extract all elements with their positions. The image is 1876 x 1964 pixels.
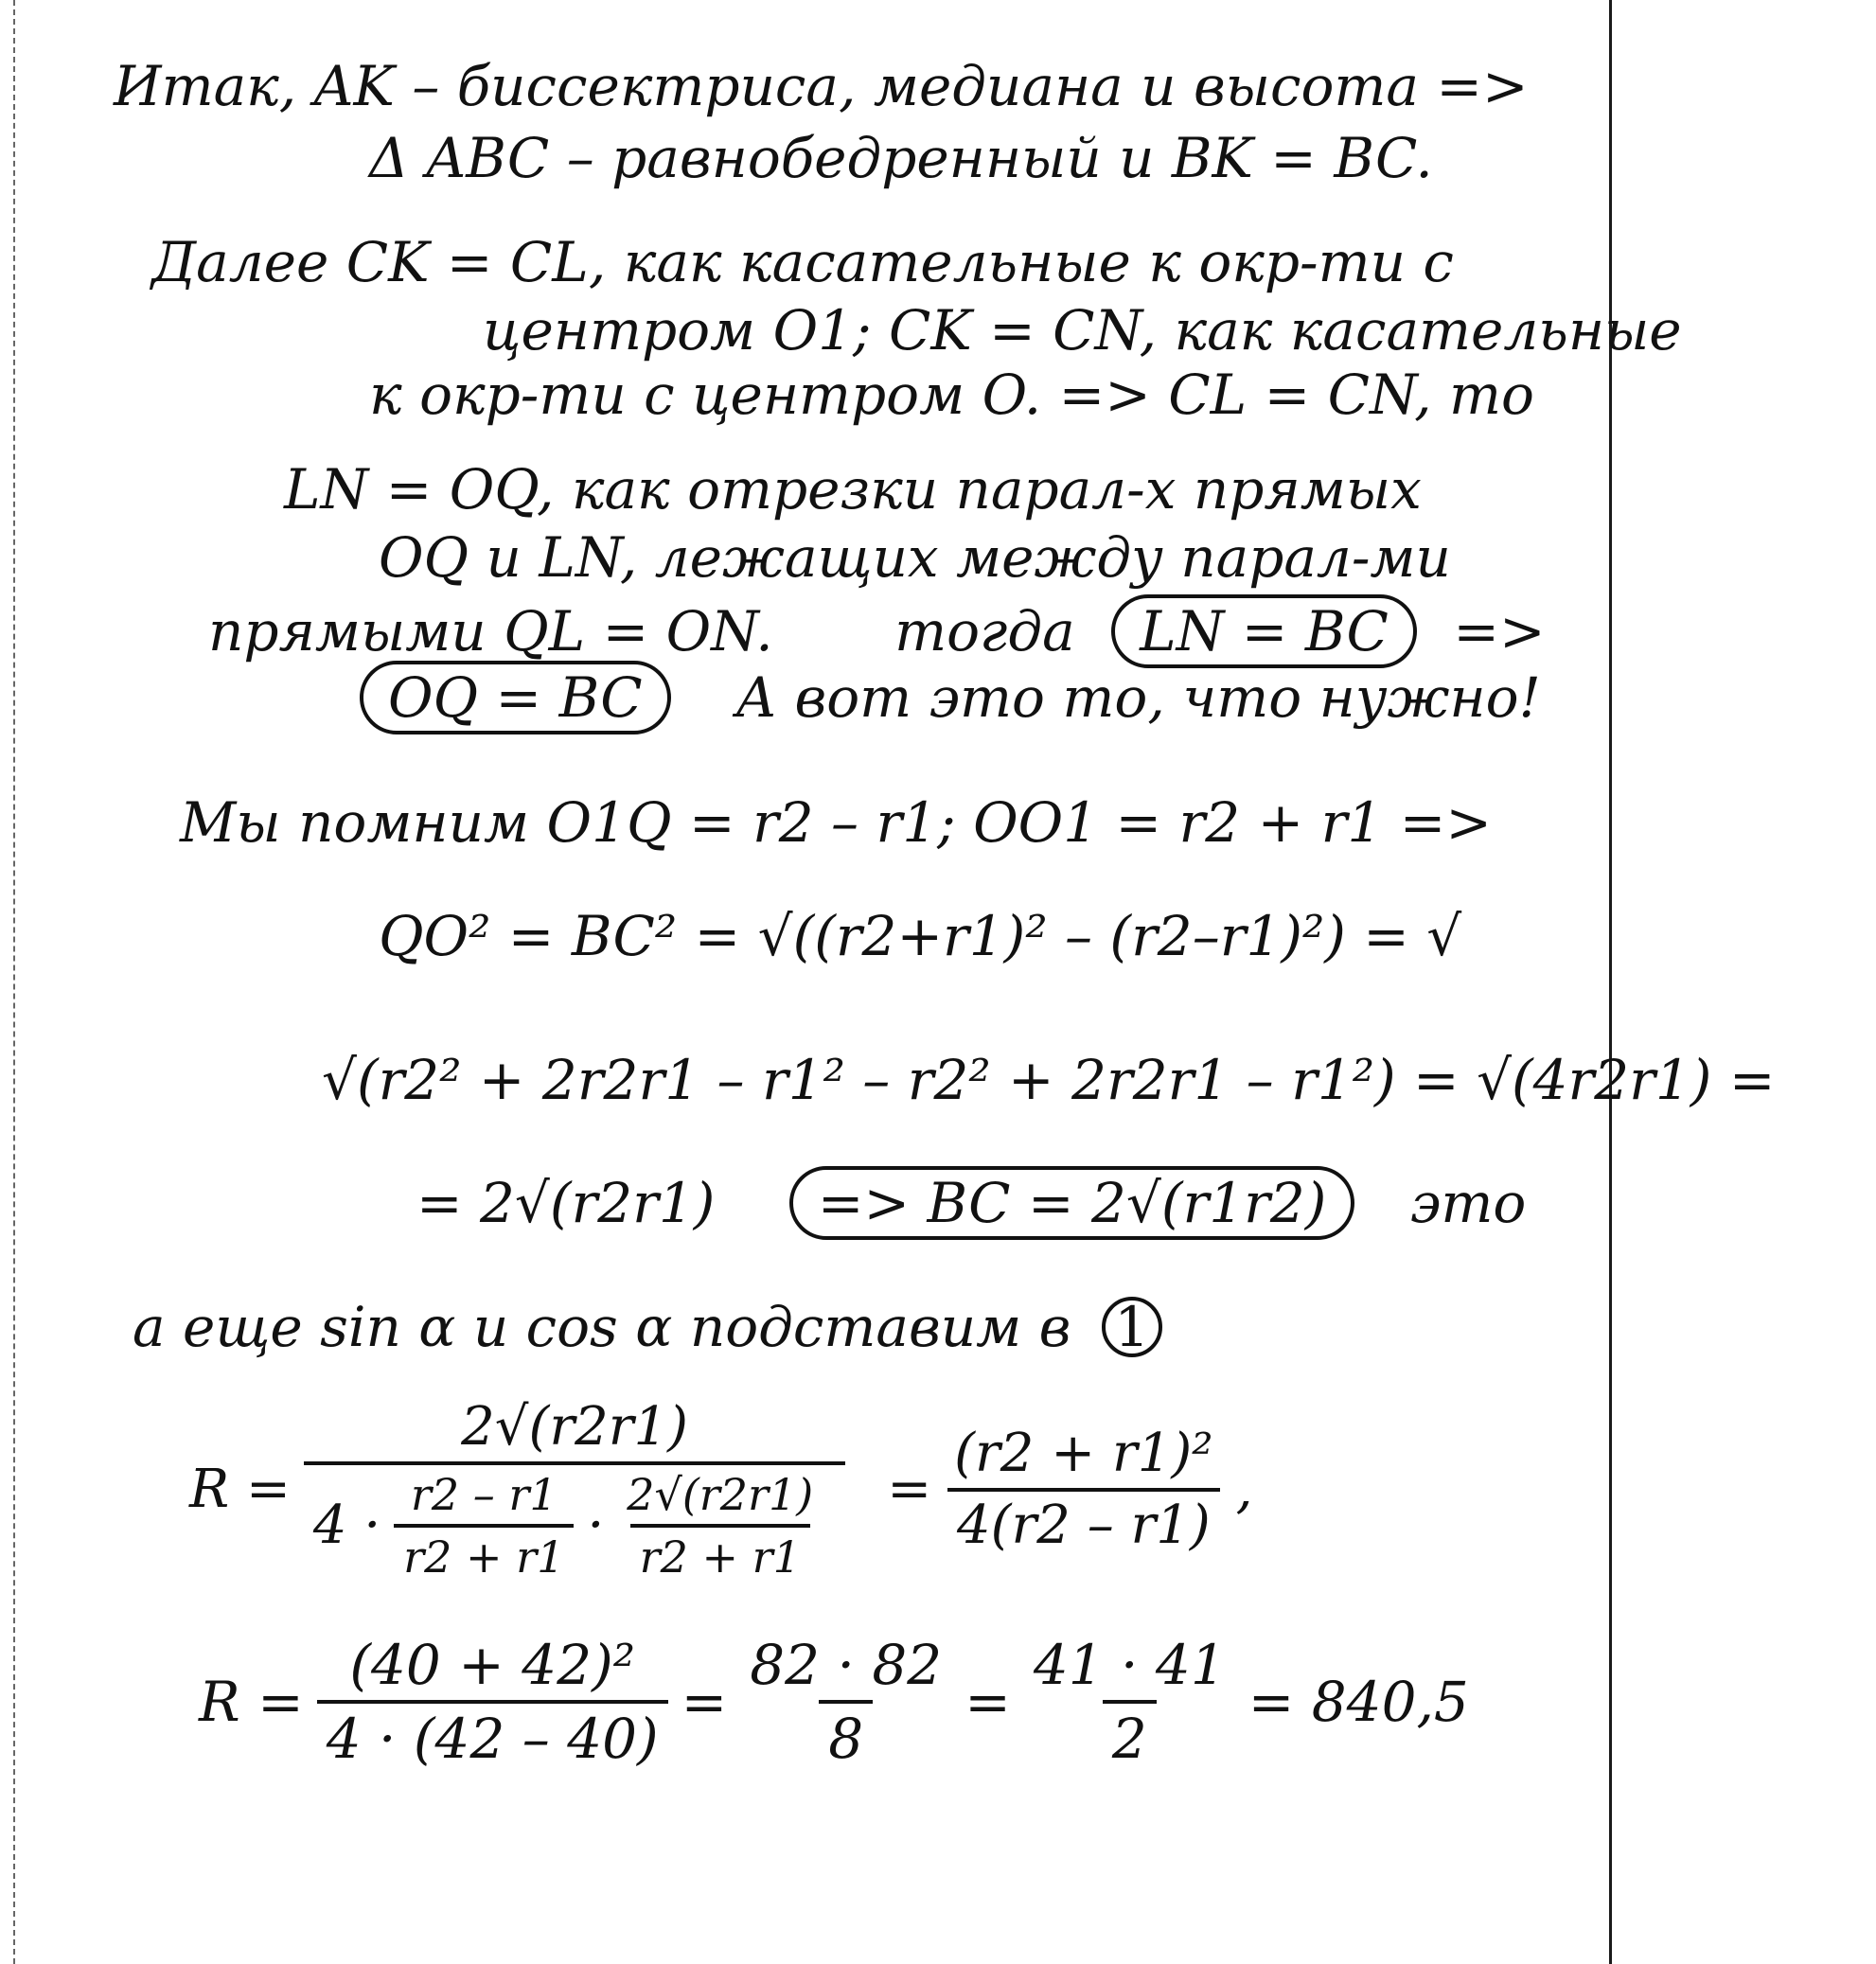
implies-arrow: => — [1453, 599, 1546, 664]
formula-1-main-fraction — [304, 1396, 845, 1583]
text-line-2: Δ ABC – равнобедренный и BK = BC. — [369, 126, 1433, 190]
text-line-8 — [208, 594, 1546, 668]
formula-radius-numeric — [199, 1633, 1469, 1771]
text-line-3: Далее CK = CL, как касательные к окр-ти с — [151, 230, 1454, 294]
text-line-10: Мы помним O1Q = r2 – r1; OO1 = r2 + r1 => — [180, 790, 1492, 855]
formula-1-lhs: R = — [189, 1459, 291, 1520]
formula-1-tail: , — [1235, 1459, 1253, 1520]
formula-1-denominator — [304, 1461, 845, 1583]
formula-2-fraction-1 — [317, 1633, 668, 1771]
text-line-7: OQ и LN, лежащих между парал-ми — [379, 525, 1451, 590]
text-line-5: к окр-ти с центром O. => CL = CN, то — [369, 363, 1534, 427]
formula-1-result-den: 4(r2 – r1) — [947, 1488, 1220, 1552]
boxed-result-ln-bc: LN = BC — [1111, 594, 1417, 668]
text-line-14-text: а еще sin α и cos α подставим в — [133, 1295, 1071, 1359]
formula-1-den-prefix: 4 · — [312, 1495, 381, 1556]
text-line-4: центром O1; CK = CN, как касательные — [483, 298, 1682, 363]
formula-line-12: √(r2² + 2r2r1 – r1² – r2² + 2r2r1 – r1²) = √(4r2r1) = — [322, 1048, 1776, 1112]
formula-1-den-a-num: r2 – r1 — [410, 1469, 557, 1520]
text-line-1: Итак, AK – биссектриса, медиана и высота => — [114, 54, 1529, 118]
formula-2-f3-num: 41 · 41 — [1033, 1633, 1226, 1697]
formula-2-fraction-3 — [1024, 1633, 1235, 1771]
boxed-result-oq-bc: OQ = BC — [360, 661, 671, 734]
formula-2-equals-2: = — [965, 1670, 1011, 1734]
formula-1-result-num: (r2 + r1)² — [954, 1423, 1213, 1484]
formula-2-f2-num: 82 · 82 — [750, 1633, 943, 1697]
formula-2-f2-den: 8 — [819, 1700, 873, 1766]
formula-2-equals-1: = — [681, 1670, 728, 1734]
text-line-8-start: прямыми QL = ON. — [208, 599, 773, 664]
formula-1-den-b-num: 2√(r2r1) — [627, 1469, 814, 1520]
formula-1-numerator: 2√(r2r1) — [461, 1396, 688, 1458]
formula-1-den-b-den: r2 + r1 — [630, 1524, 810, 1579]
formula-2-f1-den: 4 · (42 – 40) — [317, 1700, 668, 1766]
formula-1-den-frac-a — [394, 1469, 574, 1583]
formula-line-13-end: это — [1409, 1171, 1527, 1235]
page-binding-edge — [0, 0, 15, 1964]
formula-2-fraction-2 — [740, 1633, 951, 1771]
text-line-6: LN = OQ, как отрезки парал-х прямых — [284, 457, 1422, 522]
text-line-8-then: тогда — [894, 599, 1075, 664]
boxed-result-bc: => BC = 2√(r1r2) — [789, 1166, 1355, 1240]
formula-line-11: QO² = BC² = √((r2+r1)² – (r2–r1)²) = √ — [379, 904, 1462, 968]
formula-line-13-start: = 2√(r2r1) — [416, 1171, 716, 1235]
formula-1-den-mid: · — [587, 1495, 605, 1556]
formula-radius-general — [189, 1396, 1253, 1583]
formula-2-lhs: R = — [199, 1670, 304, 1734]
text-line-9 — [360, 661, 1541, 734]
text-line-9-end: А вот это то, что нужно! — [735, 665, 1541, 730]
circled-number: 1 — [1102, 1297, 1162, 1357]
margin-line — [1609, 0, 1612, 1964]
formula-2-result: = 840,5 — [1248, 1670, 1469, 1734]
formula-1-equals: = — [887, 1459, 932, 1520]
formula-2-f1-num: (40 + 42)² — [349, 1633, 635, 1697]
formula-2-f3-den: 2 — [1103, 1700, 1157, 1766]
formula-line-13 — [416, 1166, 1526, 1240]
formula-1-result-fraction — [945, 1423, 1222, 1556]
text-line-14 — [133, 1297, 1162, 1357]
formula-1-den-frac-b — [617, 1469, 823, 1583]
formula-1-den-a-den: r2 + r1 — [394, 1524, 574, 1579]
